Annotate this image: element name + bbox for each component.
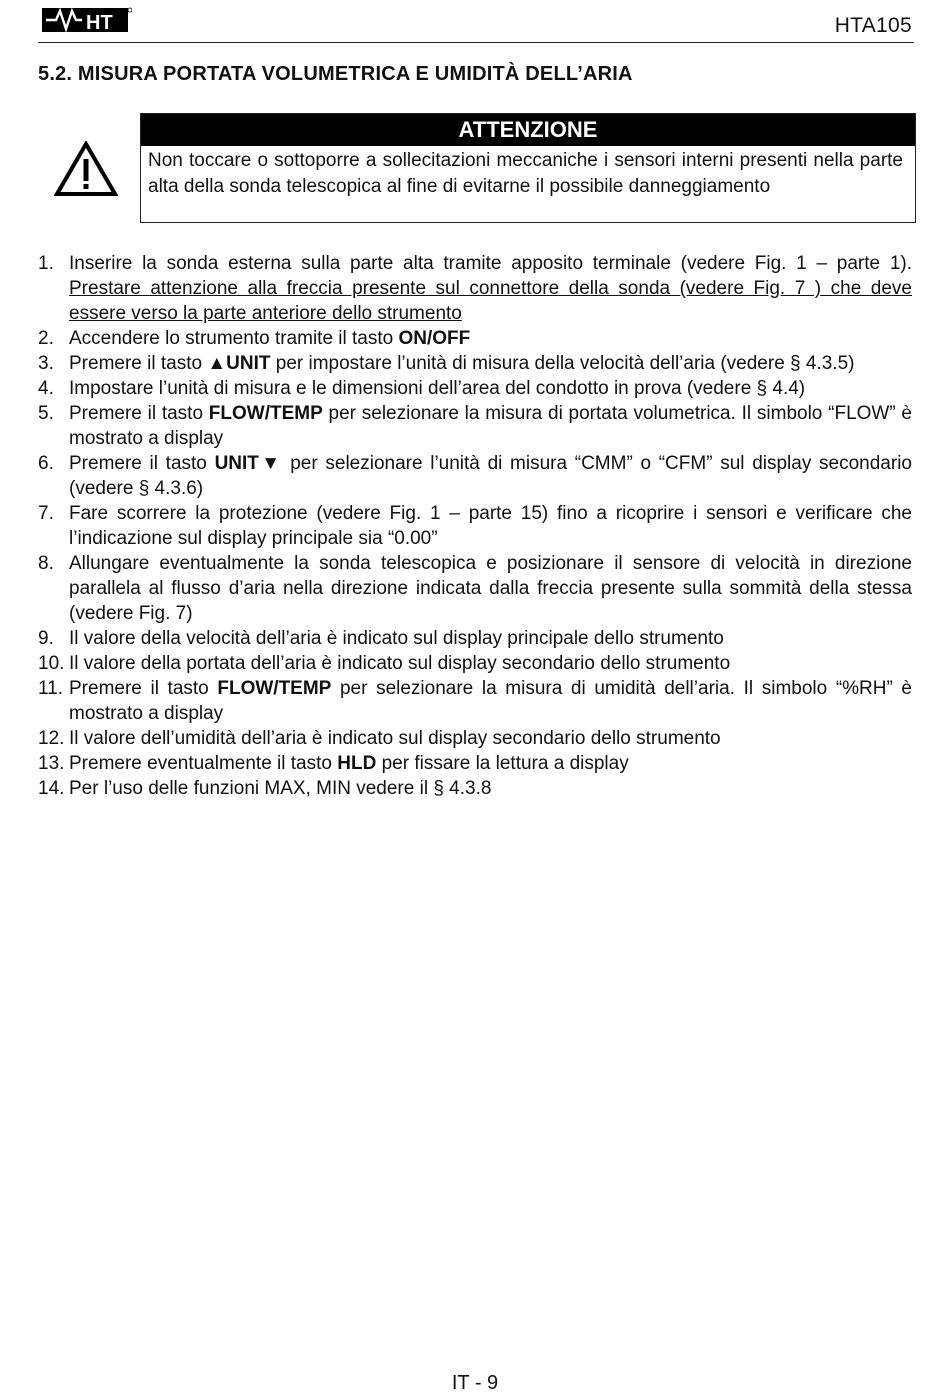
step-underlined-text: Prestare attenzione alla freccia presente sul connettore della sonda (vedere Fig. 7 ) che deve essere verso la parte anteriore dello strumento	[69, 278, 912, 324]
step-number: 12.	[38, 728, 65, 749]
step-number: 13.	[38, 753, 65, 774]
step-text: Accendere lo strumento tramite il tasto	[69, 328, 399, 349]
step-text: per selezionare l’unità di misura “CMM” o “CFM” sul display secondario (vedere § 4.3.6)	[69, 453, 912, 499]
section-title: 5.2. MISURA PORTATA VOLUMETRICA E UMIDITÀ DELL’ARIA	[38, 63, 633, 85]
ht-logo-icon	[42, 6, 132, 34]
list-item	[38, 626, 912, 651]
step-text: Premere il tasto	[69, 678, 218, 699]
step-number: 9.	[38, 628, 54, 649]
key-name: ON/OFF	[398, 328, 471, 349]
step-text: Premere il tasto	[69, 453, 215, 474]
key-name: FLOW/TEMP	[217, 678, 332, 699]
step-text: Il valore della velocità dell’aria è indicato sul display principale dello strumento	[69, 628, 724, 649]
list-item	[38, 726, 912, 751]
list-item	[38, 326, 912, 351]
step-text: per selezionare la misura di portata volumetrica. Il simbolo “FLOW” è mostrato a display	[69, 403, 913, 449]
warning-heading: ATTENZIONE	[141, 114, 915, 146]
list-item	[38, 251, 912, 326]
step-number: 7.	[38, 503, 54, 524]
step-number: 1.	[38, 253, 54, 274]
step-text: Fare scorrere la protezione (vedere Fig. 1 – parte 15) fino a ricoprire i sensori e verificare che l’indicazione sul display principale sia “0.00”	[69, 503, 912, 549]
list-item	[38, 651, 912, 676]
key-name: HLD	[337, 753, 377, 774]
step-text: Per l’uso delle funzioni MAX, MIN vedere il § 4.3.8	[69, 778, 492, 799]
step-text: Premere eventualmente il tasto	[69, 753, 338, 774]
step-text: per fissare la lettura a display	[376, 753, 629, 774]
list-item	[38, 351, 912, 376]
step-number: 8.	[38, 553, 54, 574]
warning-text: Non toccare o sottoporre a sollecitazioni meccaniche i sensori interni presenti nella parte alta della sonda telescopica al fine di evitarne il possibile danneggiamento	[148, 150, 903, 197]
step-text: Premere il tasto	[69, 353, 208, 374]
step-text: Allungare eventualmente la sonda telescopica e posizionare il sensore di velocità in direzione parallela al flusso d’aria nella direzione indicata dalla freccia presente sulla sommità della stessa (vedere Fig. 7)	[69, 553, 912, 624]
warning-box	[140, 113, 916, 223]
step-number: 10.	[38, 653, 65, 674]
warning-triangle-icon	[54, 141, 118, 197]
page-number: IT - 9	[451, 1372, 499, 1394]
step-text: Inserire la sonda esterna sulla parte alta tramite apposito terminale (vedere Fig. 1 – parte 1).	[69, 253, 912, 274]
logo-text: HT	[86, 12, 113, 34]
list-item	[38, 401, 912, 451]
step-number: 3.	[38, 353, 54, 374]
key-name: UNIT▼	[214, 453, 283, 474]
step-number: 4.	[38, 378, 54, 399]
step-number: 5.	[38, 403, 54, 424]
step-number: 11.	[38, 678, 64, 699]
step-number: 2.	[38, 328, 54, 349]
step-text: Il valore della portata dell’aria è indicato sul display secondario dello strumento	[69, 653, 731, 674]
step-text: per impostare l’unità di misura della velocità dell’aria (vedere § 4.3.5)	[270, 353, 855, 374]
page-header	[38, 0, 914, 43]
step-text: Premere il tasto	[69, 403, 209, 424]
key-name: ▲UNIT	[207, 353, 271, 374]
step-number: 14.	[38, 778, 65, 799]
list-item	[38, 776, 912, 801]
step-text: Il valore dell’umidità dell’aria è indicato sul display secondario dello strumento	[69, 728, 721, 749]
step-number: 6.	[38, 453, 54, 474]
list-item	[38, 551, 912, 626]
procedure-steps	[38, 251, 912, 801]
step-text: per selezionare la misura di umidità dell’aria. Il simbolo “%RH” è mostrato a display	[69, 678, 912, 724]
list-item	[38, 676, 912, 726]
document-code: HTA105	[834, 14, 912, 37]
list-item	[38, 501, 912, 551]
step-text: Impostare l’unità di misura e le dimensioni dell’area del condotto in prova (vedere § 4.4)	[69, 378, 806, 399]
list-item	[38, 376, 912, 401]
list-item	[38, 751, 912, 776]
key-name: FLOW/TEMP	[208, 403, 323, 424]
list-item	[38, 451, 912, 501]
